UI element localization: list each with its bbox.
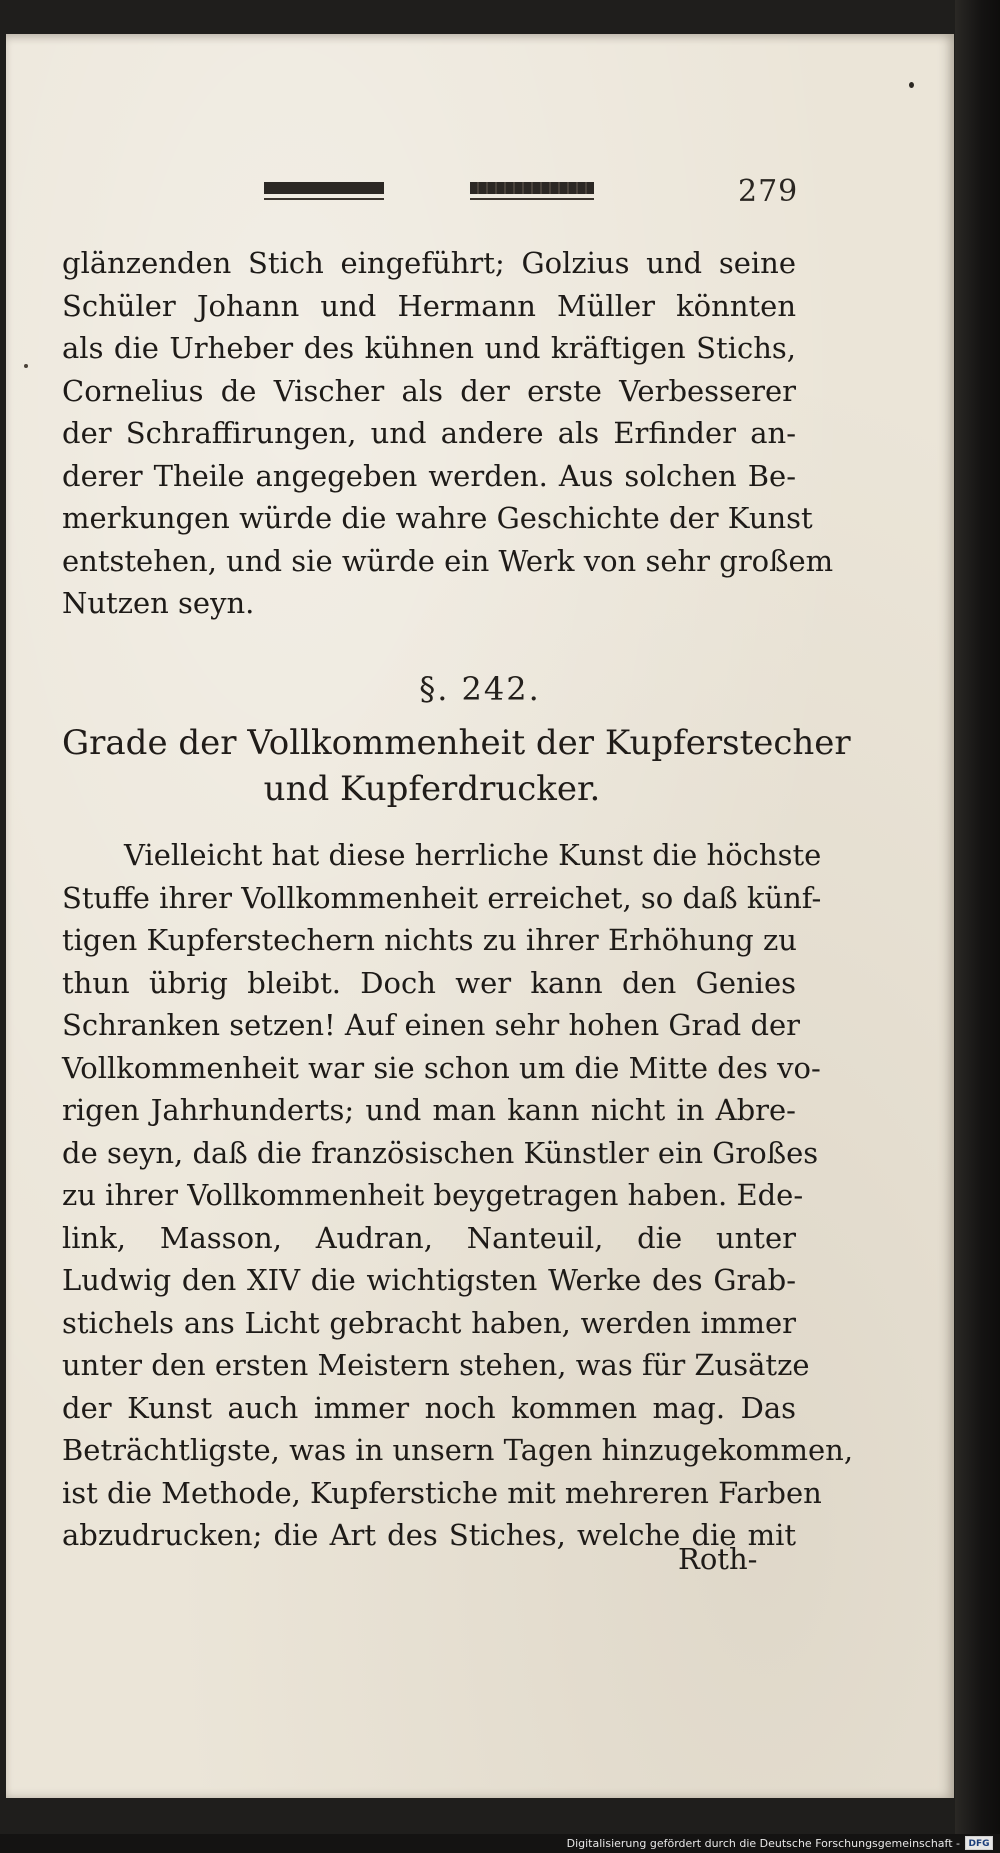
text-line: tigen Kupferstechern nichts zu ihrer Erhöhung zu [62,923,797,957]
text-line: stichels ans Licht gebracht haben, werden immer [62,1305,796,1340]
book-page [6,34,954,1798]
text-line: Schüler Johann und Hermann Müller könnten [62,288,796,323]
digitization-credit: Digitalisierung gefördert durch die Deutsche Forschungsgemeinschaft - [566,1837,960,1850]
paragraph-2 [62,834,854,1557]
catchword: Roth- [678,1542,758,1576]
text-line: Vielleicht hat diese herrliche Kunst die höchste [124,838,822,872]
text-line: Cornelius de Vischer als der erste Verbesserer [62,373,796,408]
ink-speck-margin [24,364,28,368]
text-line: Beträchtligste, was in unsern Tagen hinzugekommen, [62,1433,854,1467]
header-ornament-right [470,182,594,204]
text-line: Vollkommenheit war sie schon um die Mitte des vo- [62,1050,821,1085]
text-line: der Kunst auch immer noch kommen mag. Das [62,1390,796,1425]
section-number: §. 242. [419,670,541,708]
text-line: zu ihrer Vollkommenheit beygetragen haben. Ede- [62,1178,804,1212]
text-line: thun übrig bleibt. Doch wer kann den Genies [62,965,796,1000]
paragraph-1 [62,242,834,625]
header-ornament-left [264,182,384,204]
text-line: glänzenden Stich eingeführt; Golzius und seine [62,246,796,280]
ink-speck [909,82,914,88]
page-number: 279 [738,174,799,209]
text-line: unter den ersten Meistern stehen, was für Zusätze [62,1348,810,1382]
book-binding [955,0,1000,1853]
text-line: als die Urheber des kühnen und kräftigen Stichs, [62,331,796,365]
text-line: Schranken setzen! Auf einen sehr hohen Grad der [62,1008,801,1042]
text-line: entstehen, und sie würde ein Werk von sehr großem [62,543,834,578]
text-line: abzudrucken; die Art des Stiches, welche die mit [62,1518,796,1552]
text-line: rigen Jahrhunderts; und man kann nicht in Abre- [62,1093,796,1127]
section-title-line: und Kupferdrucker. [263,769,601,809]
text-line: de seyn, daß die französischen Künstler ein Großes [62,1135,819,1170]
text-line: der Schraffirungen, und andere als Erfinder an- [62,416,796,450]
dfg-logo[interactable]: DFG [965,1836,993,1850]
text-line: link, Masson, Audran, Nanteuil, die unter [62,1220,796,1255]
text-line: Ludwig den XIV die wichtigsten Werke des Grab- [62,1263,796,1297]
text-line: Stuffe ihrer Vollkommenheit erreichet, so daß künf- [62,880,822,915]
text-line: derer Theile angegeben werden. Aus solchen Be- [62,458,796,493]
section-title [62,720,851,812]
section-title-line: Grade der Vollkommenheit der Kupferstecher [62,723,851,763]
text-line: merkungen würde die wahre Geschichte der Kunst [62,501,813,535]
text-line: Nutzen seyn. [62,586,255,620]
text-line: ist die Methode, Kupferstiche mit mehreren Farben [62,1475,822,1510]
